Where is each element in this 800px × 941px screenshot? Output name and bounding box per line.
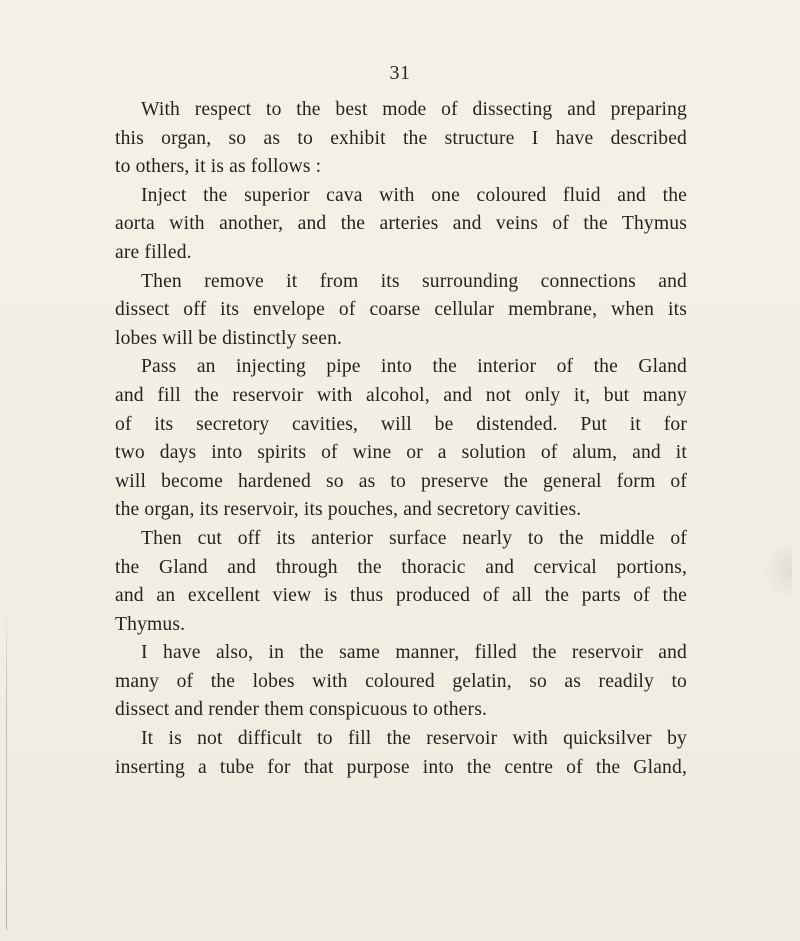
text-line: to others, it is as follows : xyxy=(115,156,322,178)
text-line: are filled. xyxy=(115,241,192,263)
text-line: the Gland and through the thoracic and cervical portions, xyxy=(115,556,687,578)
scan-smudge xyxy=(762,540,792,600)
text-line: inserting a tube for that purpose into the centre of the Gland, xyxy=(115,756,687,778)
text-line: and fill the reservoir with alcohol, and not only it, but many xyxy=(115,384,687,406)
text-line: It is not difficult to fill the reservoir with quicksilver by xyxy=(141,728,687,750)
page-number: 31 xyxy=(389,62,411,84)
text-line: With respect to the best mode of dissecting and preparing xyxy=(141,99,687,120)
text-line: I have also, in the same manner, filled the reservoir and xyxy=(141,642,687,664)
text-line: will become hardened so as to preserve the general form of xyxy=(115,470,687,492)
text-line: aorta with another, and the arteries and veins of the Thymus xyxy=(115,213,687,235)
text-line: this organ, so as to exhibit the structure I have described xyxy=(115,127,687,149)
text-line: two days into spirits of wine or a solution of alum, and it xyxy=(115,442,687,464)
text-line: dissect off its envelope of coarse cellular membrane, when its xyxy=(115,299,687,321)
text-line: dissect and render them conspicuous to others. xyxy=(115,699,488,721)
body-text xyxy=(115,96,687,782)
text-line: many of the lobes with coloured gelatin, so as readily to xyxy=(115,670,687,692)
scan-edge-shadow xyxy=(6,600,7,930)
text-line: lobes will be distinctly seen. xyxy=(115,327,343,349)
text-line: Inject the superior cava with one coloured fluid and the xyxy=(141,184,687,206)
text-line: Thymus. xyxy=(115,613,186,635)
text-line: Then cut off its anterior surface nearly to the middle of xyxy=(141,527,687,549)
text-line: Pass an injecting pipe into the interior of the Gland xyxy=(141,356,687,378)
text-line: of its secretory cavities, will be distended. Put it for xyxy=(115,413,687,435)
text-line: and an excellent view is thus produced of all the parts of the xyxy=(115,585,687,607)
text-line: Then remove it from its surrounding connections and xyxy=(141,270,687,292)
text-line: the organ, its reservoir, its pouches, and secretory cavities. xyxy=(115,499,582,521)
